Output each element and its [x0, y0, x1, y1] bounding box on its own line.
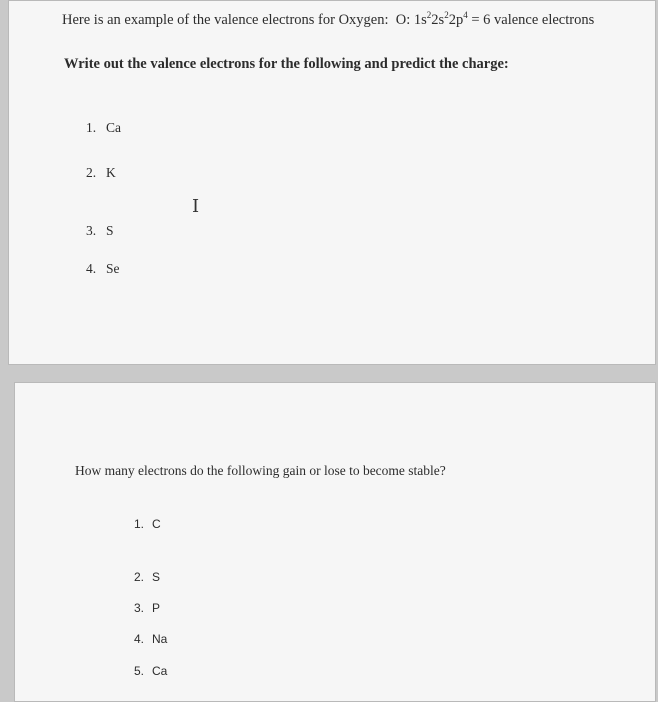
example-intro: Here is an example of the valence electrons for Oxygen: [62, 12, 389, 28]
oxygen-example [62, 12, 594, 29]
list-item: 2. S [134, 570, 161, 584]
list-item: 4. Se [86, 261, 120, 276]
list-item: 5. Ca [134, 664, 168, 678]
worksheet-section-2 [14, 382, 656, 702]
list-item: 1. Ca [86, 120, 121, 135]
list-item: 1. C [134, 517, 161, 531]
section-2-question: How many electrons do the following gain or lose to become stable? [75, 463, 446, 478]
list-item: 3. S [86, 223, 114, 238]
worksheet-section-1 [8, 0, 656, 365]
example-formula: O: $1s^22s^22p^4 = 6$ valence electrons [395, 10, 595, 28]
section-1-instruction: Write out the valence electrons for the following and predict the charge: [64, 56, 509, 72]
text-cursor-icon: I [192, 196, 200, 217]
list-item: 4. Na [134, 632, 168, 646]
list-item: 2. K [86, 165, 116, 180]
list-item: 3. P [134, 601, 161, 615]
